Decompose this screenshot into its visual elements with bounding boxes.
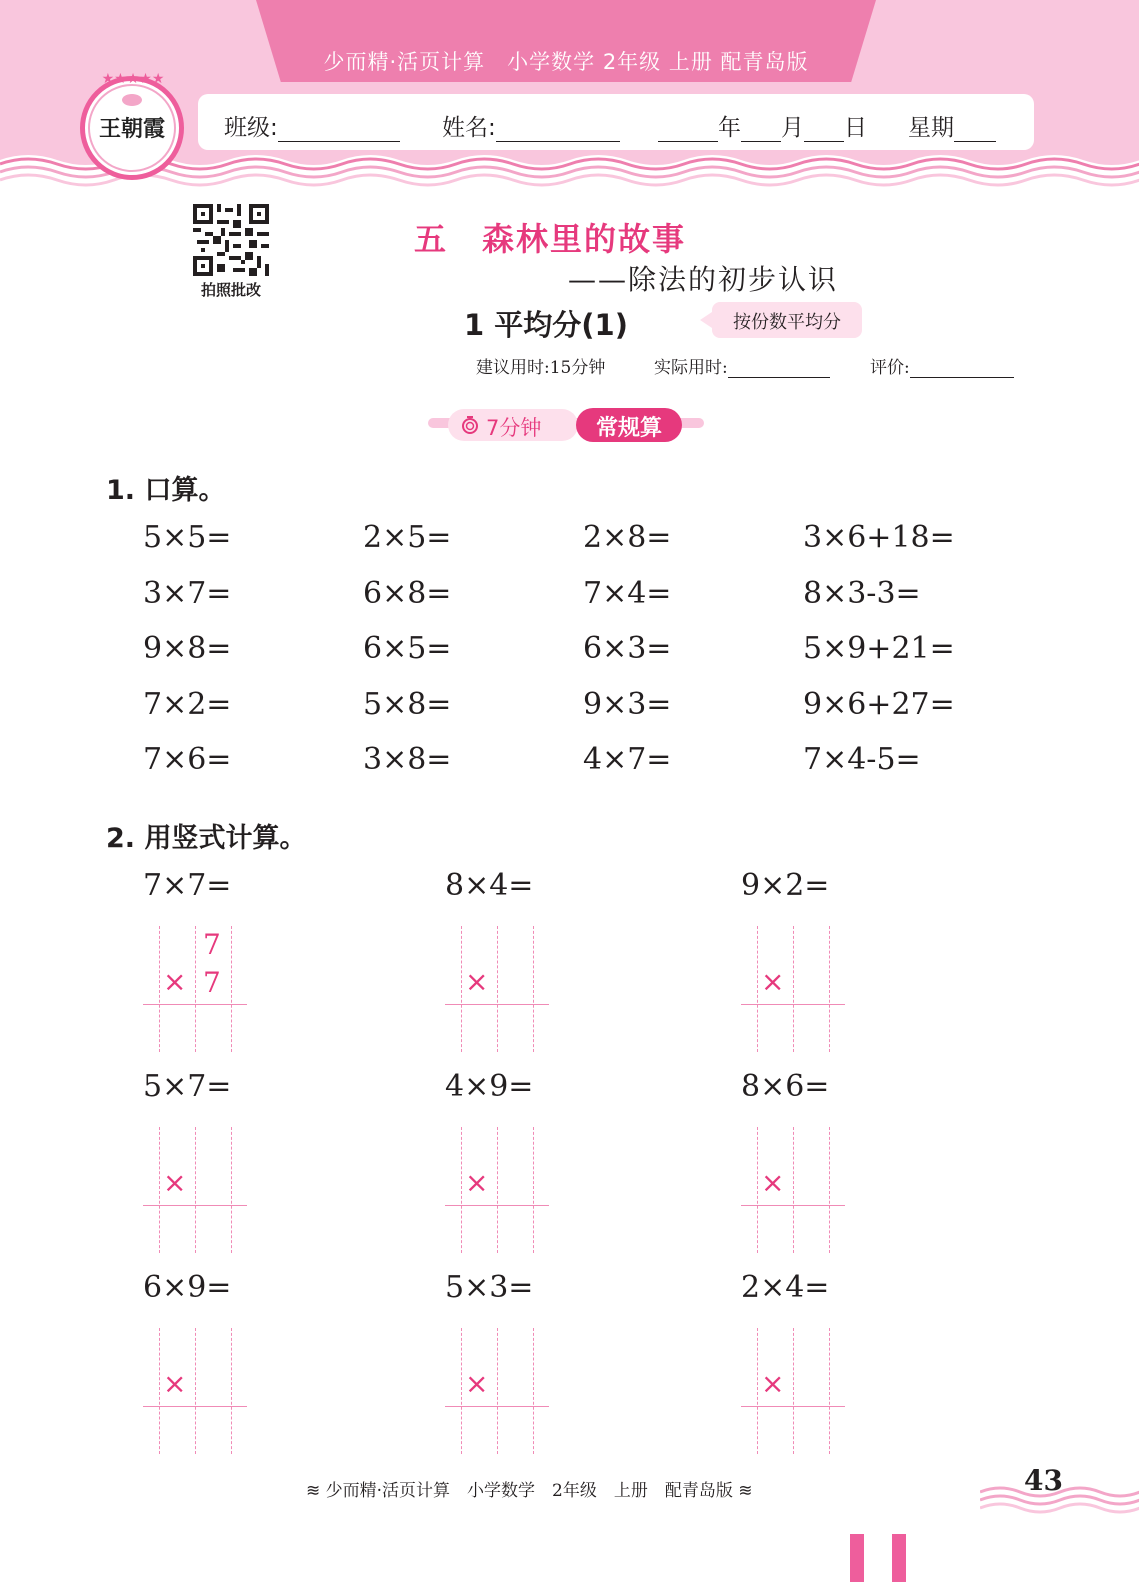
month-label: 月 <box>781 115 804 141</box>
vertical-calc-grid[interactable] <box>741 1328 845 1454</box>
oral-calc-expression: 2×5= <box>363 520 452 555</box>
class-field[interactable] <box>224 109 400 142</box>
date-field[interactable] <box>658 109 867 142</box>
times-sign: × <box>465 1166 489 1199</box>
rating-field[interactable] <box>870 353 1014 378</box>
star-icon: ★ <box>139 71 152 87</box>
weekday-label: 星期 <box>908 115 954 141</box>
grid-guide-line <box>497 1127 498 1253</box>
result-line <box>741 1004 845 1005</box>
result-line <box>445 1205 549 1206</box>
grid-guide-line <box>829 1127 830 1253</box>
grid-guide-line <box>533 926 534 1052</box>
oral-calc-expression: 5×5= <box>143 520 232 555</box>
vertical-calc-grid[interactable] <box>445 1127 549 1253</box>
times-sign: × <box>761 1367 785 1400</box>
example-top-digit: 7 <box>203 928 221 961</box>
page-edge-marker <box>892 1534 906 1582</box>
oral-calc-expression: 7×4= <box>583 576 672 611</box>
vertical-calc-expression: 9×2= <box>741 868 830 903</box>
grid-guide-line <box>533 1328 534 1454</box>
footer-series: ≋ 少而精·活页计算 小学数学 2年级 上册 配青岛版 ≋ <box>306 1481 753 1501</box>
grid-guide-line <box>757 1127 758 1253</box>
class-blank[interactable] <box>278 117 400 142</box>
times-sign: × <box>761 965 785 998</box>
example-bottom-digit: 7 <box>203 966 221 999</box>
oral-calc-expression: 6×5= <box>363 631 452 666</box>
topic-tag-text: 按份数平均分 <box>733 312 841 333</box>
rating-blank[interactable] <box>910 359 1014 378</box>
vertical-calc-expression: 2×4= <box>741 1270 830 1305</box>
grid-guide-line <box>497 1328 498 1454</box>
logo-wordmark: 王朝霞 <box>98 116 165 142</box>
year-blank[interactable] <box>658 117 718 142</box>
grid-guide-line <box>533 1127 534 1253</box>
rating-label: 评价: <box>870 358 910 378</box>
vertical-calc-expression: 4×9= <box>445 1069 534 1104</box>
vertical-calc-expression: 8×6= <box>741 1069 830 1104</box>
oral-calc-expression: 7×2= <box>143 687 232 722</box>
oral-calc-expression: 8×3-3= <box>803 576 921 611</box>
grid-guide-line <box>231 1328 232 1454</box>
grid-guide-line <box>793 1328 794 1454</box>
q1-title: 1. 口算。 <box>106 475 226 506</box>
vertical-calc-expression: 7×7= <box>143 868 232 903</box>
result-line <box>143 1004 247 1005</box>
grid-guide-line <box>829 926 830 1052</box>
grid-guide-line <box>159 1328 160 1454</box>
grid-guide-line <box>195 1328 196 1454</box>
section-name: 常规算 <box>595 416 662 441</box>
unit-subtitle: ——除法的初步认识 <box>568 263 839 296</box>
oral-calc-expression: 5×9+21= <box>803 631 955 666</box>
month-blank[interactable] <box>741 117 781 142</box>
qr-code-icon[interactable] <box>193 204 269 276</box>
result-line <box>445 1004 549 1005</box>
grid-guide-line <box>231 1127 232 1253</box>
stopwatch-icon <box>460 415 480 435</box>
unit-title: 五 森林里的故事 <box>414 220 687 258</box>
grid-guide-line <box>793 926 794 1052</box>
grid-guide-line <box>231 926 232 1052</box>
grid-guide-line <box>793 1127 794 1253</box>
vertical-calc-grid[interactable] <box>143 1328 247 1454</box>
grid-guide-line <box>159 1127 160 1253</box>
vertical-calc-expression: 6×9= <box>143 1270 232 1305</box>
grid-guide-line <box>195 1127 196 1253</box>
grid-guide-line <box>159 926 160 1052</box>
oral-calc-expression: 9×3= <box>583 687 672 722</box>
year-label: 年 <box>718 115 741 141</box>
vertical-calc-grid[interactable] <box>445 1328 549 1454</box>
times-sign: × <box>163 965 187 998</box>
grid-guide-line <box>461 926 462 1052</box>
grid-guide-line <box>461 1328 462 1454</box>
oral-calc-expression: 4×7= <box>583 742 672 777</box>
lesson-title: 1 平均分(1) <box>464 308 628 342</box>
vertical-calc-grid[interactable] <box>741 1127 845 1253</box>
oral-calc-expression: 6×3= <box>583 631 672 666</box>
result-line <box>741 1406 845 1407</box>
vertical-calc-expression: 5×3= <box>445 1270 534 1305</box>
section-time: 7分钟 <box>486 416 542 440</box>
grid-guide-line <box>497 926 498 1052</box>
oral-calc-expression: 5×8= <box>363 687 452 722</box>
grid-guide-line <box>195 926 196 1052</box>
actual-time-blank[interactable] <box>728 359 830 378</box>
oral-calc-expression: 6×8= <box>363 576 452 611</box>
weekday-field[interactable] <box>908 109 996 142</box>
star-icon: ★ <box>126 71 140 87</box>
topic-tag-pointer <box>700 312 712 328</box>
result-line <box>143 1205 247 1206</box>
vertical-calc-expression: 5×7= <box>143 1069 232 1104</box>
star-icon: ★ <box>114 71 127 87</box>
grid-guide-line <box>829 1328 830 1454</box>
page-number: 43 <box>1024 1464 1063 1497</box>
result-line <box>445 1406 549 1407</box>
oral-calc-expression: 2×8= <box>583 520 672 555</box>
result-line <box>143 1406 247 1407</box>
times-sign: × <box>163 1367 187 1400</box>
class-label: 班级: <box>224 115 278 141</box>
vertical-calc-expression: 8×4= <box>445 868 534 903</box>
series-title: 少而精·活页计算 小学数学 2年级 上册 配青岛版 <box>323 50 809 74</box>
vertical-calc-grid[interactable] <box>445 926 549 1052</box>
crown-icon <box>122 94 142 106</box>
oral-calc-expression: 3×8= <box>363 742 452 777</box>
result-line <box>741 1205 845 1206</box>
actual-time-label: 实际用时: <box>654 358 728 378</box>
times-sign: × <box>761 1166 785 1199</box>
name-blank[interactable] <box>496 117 620 142</box>
oral-calc-expression: 7×4-5= <box>803 742 921 777</box>
name-label: 姓名: <box>442 115 496 141</box>
suggested-time: 建议用时:15分钟 <box>476 358 606 378</box>
grid-guide-line <box>757 926 758 1052</box>
oral-calc-expression: 7×6= <box>143 742 232 777</box>
page-edge-marker <box>850 1534 864 1582</box>
actual-time-field[interactable] <box>654 353 830 378</box>
vertical-calc-grid[interactable] <box>143 1127 247 1253</box>
oral-calc-expression: 3×7= <box>143 576 232 611</box>
times-sign: × <box>163 1166 187 1199</box>
day-blank[interactable] <box>804 117 844 142</box>
day-label: 日 <box>844 115 867 141</box>
qr-label: 拍照批改 <box>200 281 261 299</box>
q2-title: 2. 用竖式计算。 <box>106 823 307 854</box>
times-sign: × <box>465 1367 489 1400</box>
star-icon: ★ <box>101 71 115 87</box>
oral-calc-expression: 3×6+18= <box>803 520 955 555</box>
name-field[interactable] <box>442 109 620 142</box>
vertical-calc-grid[interactable] <box>741 926 845 1052</box>
weekday-blank[interactable] <box>954 117 996 142</box>
grid-guide-line <box>757 1328 758 1454</box>
oral-calc-expression: 9×8= <box>143 631 232 666</box>
grid-guide-line <box>461 1127 462 1253</box>
times-sign: × <box>465 965 489 998</box>
star-icon: ★ <box>151 71 165 87</box>
logo-stars <box>88 68 178 87</box>
vertical-calc-grid[interactable] <box>143 926 247 1052</box>
oral-calc-expression: 9×6+27= <box>803 687 955 722</box>
